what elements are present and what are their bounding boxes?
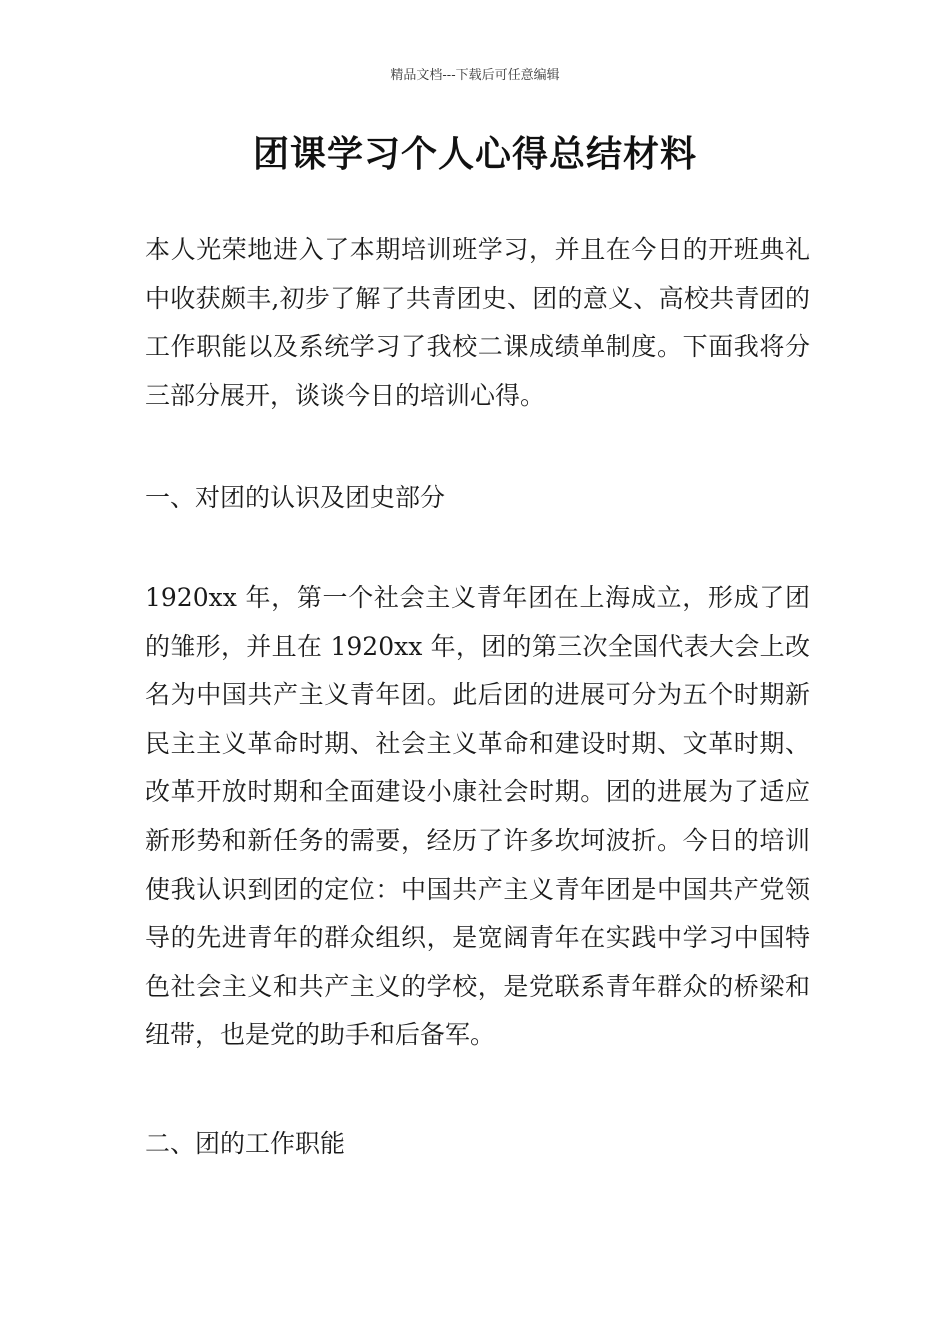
section-heading-1: 一、对团的认识及团史部分 xyxy=(145,483,446,512)
history-paragraph: 1920xx 年，第一个社会主义青年团在上海成立，形成了团的雏形，并且在 1920xx 年，团的第三次全国代表大会上改名为中国共产主义青年团。此后团的进展可分为五个时期新民主主义革命时期、社会主义革命和建设时期、文革时期、改革开放时期和全面建设小康社会时期。团的进展为了适应新形势和新任务的需要，经历了许多坎坷波折。今日的培训使我认识到团的定位：中国共产主义青年团是中国共产党领导的先进青年的群众组织，是宽阔青年在实践中学习中国特色社会主义和共产主义的学校，是党联系青年群众的桥梁和纽带，也是党的助手和后备军。 xyxy=(145,583,810,1050)
section-heading-2: 二、团的工作职能 xyxy=(145,1129,346,1158)
header-note: 精品文档---下载后可任意编辑 xyxy=(390,68,560,83)
intro-paragraph: 本人光荣地进入了本期培训班学习，并且在今日的开班典礼中收获颇丰,初步了解了共青团史、团的意义、高校共青团的工作职能以及系统学习了我校二课成绩单制度。下面我将分三部分展开，谈谈今日的培训心得。 xyxy=(145,235,810,410)
document-title: 团课学习个人心得总结材料 xyxy=(252,134,697,175)
